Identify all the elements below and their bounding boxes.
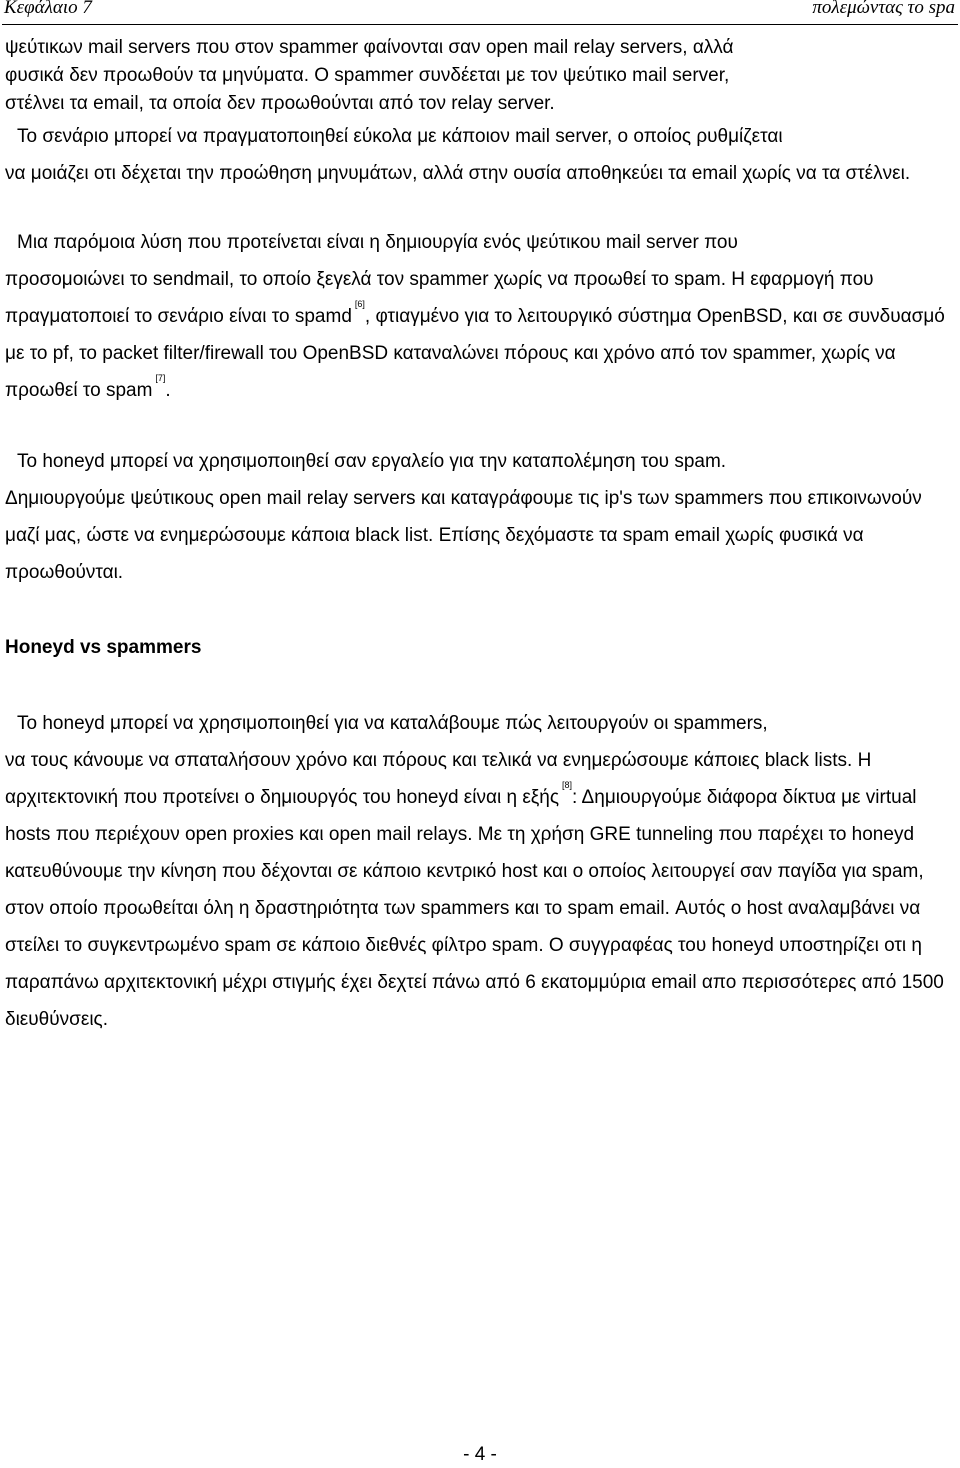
paragraph-honeyd-tool-text: Δημιουργούμε ψεύτικους open mail relay servers και καταγράφουμε τις ip's των spammers που επικοινωνούν μαζί μας, ώστε να ενημερώσουμε κάποια black list. Επίσης δεχόμαστε τα spam email χωρίς φυσικά να προωθούνται. xyxy=(5,488,922,583)
paragraph-spamd-text-3: . xyxy=(165,380,171,401)
paragraph-honeyd-tool xyxy=(5,443,957,591)
paragraph-scenario-text: να μοιάζει οτι δέχεται την προώθηση μηνυμάτων, αλλά στην ουσία αποθηκεύει τα email χωρίς να τα στέλνει. xyxy=(5,163,911,184)
paragraph-architecture-text-2: : Δημιουργούμε διάφορα δίκτυα με virtual hosts που περιέχουν open proxies και open mail relays. Με τη χρήση GRE tunneling που παρέχει το honeyd κατευθύνουμε την κίνηση που δέχονται σε κάποιο κεντρικό host και ο οποίος λειτουργεί σαν παγίδα για spam, στον οποίο προωθείται όλη η δραστηριότητα των spammers και το spam email. Αυτός ο host αναλαμβάνει να στείλει το συγκεντρωμένο spam σε κάποιο διεθνές φίλτρο spam. Ο συγγραφέας του honeyd υποστηρίζει οτι η παραπάνω αρχιτεκτονική μέχρι στιγμής έχει δεχτεί πάνω από 6 εκατομμύρια email απο περισσότερες από 1500 διευθύνσεις. xyxy=(5,787,944,1030)
paragraph-scenario-first-line: Το σενάριο μπορεί να πραγματοποιηθεί εύκολα με κάποιον mail server, ο οποίος ρυθμίζεται xyxy=(17,126,783,147)
header-divider xyxy=(2,24,958,25)
citation-ref-8: [8] xyxy=(562,780,573,790)
running-title: πολεμώντας το spa xyxy=(812,0,955,18)
paragraph-spacer xyxy=(5,192,957,224)
paragraph-architecture-first-line: Το honeyd μπορεί να χρησιμοποιηθεί για να καταλάβουμε πώς λειτουργούν οι spammers, xyxy=(17,713,768,734)
paragraph-architecture xyxy=(5,705,957,1038)
intro-line-3: στέλνει τα email, τα οποία δεν προωθούνται από τον relay server. xyxy=(5,93,555,114)
citation-ref-6: [6] xyxy=(354,299,365,309)
paragraph-spamd-first-line: Μια παρόμοια λύση που προτείνεται είναι η δημιουργία ενός ψεύτικου mail server που xyxy=(17,232,738,253)
paragraph-honeyd-tool-first-line: Το honeyd μπορεί να χρησιμοποιηθεί σαν εργαλείο για την καταπολέμηση του spam. xyxy=(17,451,727,472)
paragraph-spamd-text-2: , φτιαγμένο για το λειτουργικό σύστημα OpenBSD, και σε συνδυασμό με το pf, το packet filter/firewall του OpenBSD καταναλώνει πόρους και χρόνο από τον spammer, χωρίς να προωθεί το spam xyxy=(5,306,945,401)
page-number: - 4 - xyxy=(463,1444,497,1465)
section-spacer xyxy=(5,663,957,705)
section-spacer xyxy=(5,591,957,633)
intro-line-2: φυσικά δεν προωθούν τα μηνύματα. Ο spammer συνδέεται με τον ψεύτικο mail server, xyxy=(5,65,730,86)
page-header xyxy=(0,0,960,26)
intro-paragraph xyxy=(5,34,957,118)
citation-ref-7: [7] xyxy=(155,373,166,383)
paragraph-spamd-text-1: προσομοιώνει το sendmail, το οποίο ξεγελά τον spammer χωρίς να προωθεί το spam. Η εφαρμογή που πραγματοποιεί το σενάριο είναι το spamd xyxy=(5,269,874,327)
paragraph-scenario xyxy=(5,118,957,192)
chapter-title: Κεφάλαιο 7 xyxy=(4,0,92,18)
paragraph-spacer xyxy=(5,409,957,443)
paragraph-spamd xyxy=(5,224,957,409)
page-body xyxy=(5,34,957,1038)
intro-line-1: ψεύτικων mail servers που στον spammer φαίνονται σαν open mail relay servers, αλλά xyxy=(5,37,734,58)
paragraph-architecture-text-1: να τους κάνουμε να σπαταλήσουν χρόνο και πόρους και τελικά να ενημερώσουμε κάποιες black lists. Η αρχιτεκτονική που προτείνει ο δημιουργός του honeyd είναι η εξής xyxy=(5,750,872,808)
section-heading: Honeyd vs spammers xyxy=(5,637,202,658)
